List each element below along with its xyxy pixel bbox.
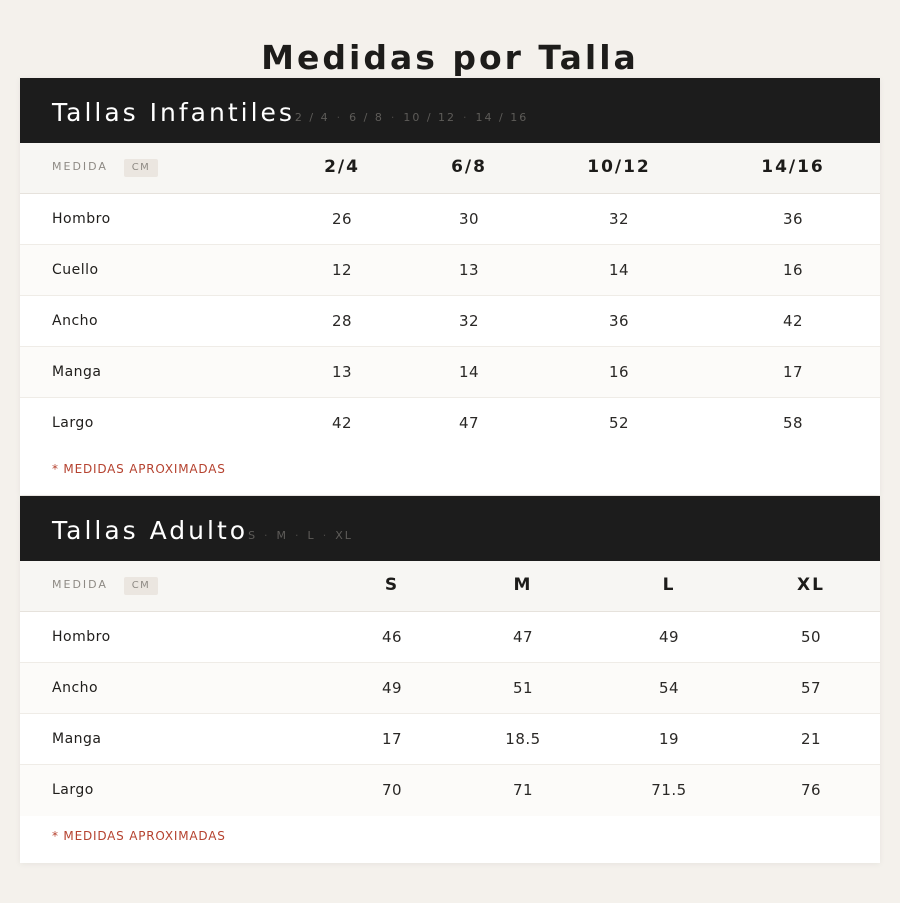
separator-dot: · (264, 529, 270, 542)
row-label: Manga (52, 364, 102, 380)
adult-table-header (20, 561, 880, 612)
column-header: XL (797, 575, 825, 595)
table-cell: 49 (658, 628, 680, 646)
column-header: L (662, 575, 676, 595)
table-cell: 46 (381, 628, 403, 646)
table-cell: 19 (658, 730, 680, 748)
row-label: Largo (52, 415, 94, 431)
table-cell: 32 (458, 312, 480, 330)
table-cell: 32 (608, 210, 630, 228)
unit-badge: CM (124, 577, 158, 595)
row-label: Ancho (52, 680, 99, 696)
table-row (20, 765, 880, 816)
row-label: Hombro (52, 629, 111, 645)
kids-size-strip (295, 101, 528, 124)
table-cell: 47 (512, 628, 534, 646)
adult-card-header (20, 496, 880, 561)
separator-dot: · (390, 111, 397, 124)
table-cell: 16 (608, 363, 630, 381)
strip-size: S (248, 529, 258, 542)
table-cell: 14 (458, 363, 480, 381)
table-cell: 17 (381, 730, 403, 748)
table-cell: 58 (782, 414, 804, 432)
table-row (20, 663, 880, 714)
table-cell: 17 (782, 363, 804, 381)
table-cell: 71 (512, 781, 534, 799)
table-cell: 57 (800, 679, 822, 697)
table-cell: 52 (608, 414, 630, 432)
approximate-note: * MEDIDAS APROXIMADAS (52, 829, 226, 843)
table-cell: 76 (800, 781, 822, 799)
strip-size: L (307, 529, 316, 542)
strip-size: 2 / 4 (294, 111, 330, 124)
row-label: Largo (52, 782, 94, 798)
table-cell: 47 (458, 414, 480, 432)
kids-card-title: Tallas Infantiles (52, 98, 295, 127)
medida-label: MEDIDA (52, 160, 108, 173)
approximate-note: * MEDIDAS APROXIMADAS (52, 462, 226, 476)
unit-badge: CM (124, 159, 158, 177)
row-label: Ancho (52, 313, 99, 329)
medida-label: MEDIDA (52, 578, 108, 591)
table-cell: 13 (331, 363, 353, 381)
adult-size-card (20, 496, 880, 863)
table-cell: 13 (458, 261, 480, 279)
table-row (20, 612, 880, 663)
table-cell: 42 (782, 312, 804, 330)
table-cell: 30 (458, 210, 480, 228)
separator-dot: · (295, 529, 301, 542)
page-title: Medidas por Talla (261, 38, 639, 77)
strip-size: 6 / 8 (349, 111, 384, 124)
table-cell: 54 (658, 679, 680, 697)
strip-size: XL (335, 529, 353, 542)
table-cell: 26 (331, 210, 353, 228)
adult-size-strip (248, 519, 353, 542)
table-cell: 12 (331, 261, 353, 279)
column-header: M (513, 575, 533, 595)
kids-card-header (20, 78, 880, 143)
table-cell: 42 (331, 414, 353, 432)
strip-size: 14 / 16 (475, 111, 529, 124)
table-cell: 16 (782, 261, 804, 279)
strip-size: 10 / 12 (403, 111, 457, 124)
table-cell: 36 (782, 210, 804, 228)
column-header: 6/8 (451, 157, 487, 177)
kids-table-header (20, 143, 880, 194)
separator-dot: · (463, 111, 469, 124)
table-cell: 71.5 (651, 781, 687, 799)
table-row (20, 714, 880, 765)
table-cell: 18.5 (505, 730, 541, 748)
table-row (20, 347, 880, 398)
table-row (20, 398, 880, 449)
row-label: Manga (52, 731, 102, 747)
table-cell: 49 (381, 679, 403, 697)
table-cell: 28 (331, 312, 353, 330)
strip-size: M (276, 529, 289, 542)
column-header: 2/4 (324, 157, 360, 177)
row-label: Hombro (52, 211, 111, 227)
table-row (20, 296, 880, 347)
column-header: S (384, 575, 400, 595)
table-cell: 70 (381, 781, 403, 799)
column-header: 14/16 (761, 157, 825, 177)
table-cell: 50 (800, 628, 822, 646)
table-cell: 21 (800, 730, 822, 748)
table-cell: 36 (608, 312, 630, 330)
table-cell: 14 (608, 261, 630, 279)
adult-card-title: Tallas Adulto (52, 516, 249, 545)
separator-dot: · (322, 529, 329, 542)
table-cell: 51 (512, 679, 534, 697)
row-label: Cuello (52, 262, 99, 278)
table-row (20, 194, 880, 245)
column-header: 10/12 (587, 157, 651, 177)
table-row (20, 245, 880, 296)
kids-size-card (20, 78, 880, 495)
separator-dot: · (336, 111, 343, 124)
